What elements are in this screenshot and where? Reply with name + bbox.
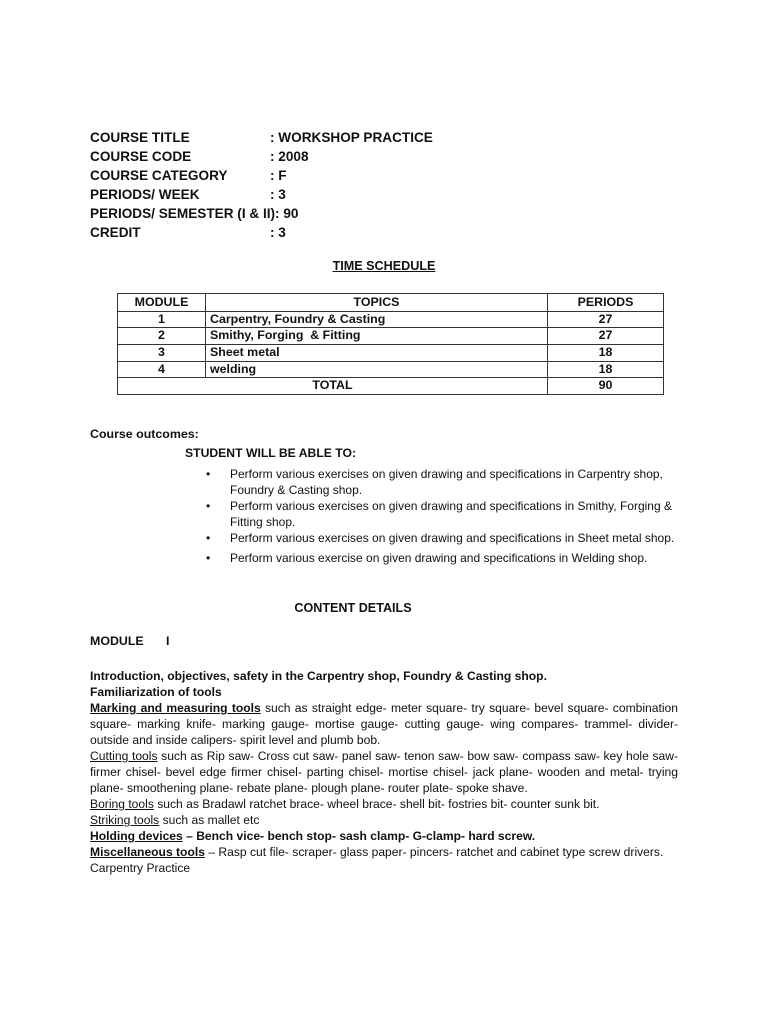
list-item (206, 550, 676, 566)
table-row (118, 361, 664, 378)
course-category-label: COURSE CATEGORY (90, 168, 228, 183)
periods-cell: 18 (548, 344, 664, 361)
topic-cell: Carpentry, Foundry & Casting (206, 311, 548, 328)
misc-tools-text: – Rasp cut file- scraper- glass paper- pincers- ratchet and cabinet type screw drivers. (204, 845, 664, 859)
column-header-topics: TOPICS (206, 294, 548, 312)
periods-semester-label: PERIODS/ SEMESTER (I & II): 90 (90, 206, 299, 221)
outcomes-list (206, 466, 676, 566)
content-details-heading (0, 601, 768, 615)
course-category-row (90, 166, 433, 185)
time-schedule-title: TIME SCHEDULE (332, 259, 436, 273)
course-category-value: : F (270, 168, 287, 183)
topic-cell: Sheet metal (206, 344, 548, 361)
course-title-label: COURSE TITLE (90, 130, 190, 145)
column-header-periods: PERIODS (548, 294, 664, 312)
boring-tools-text: such as Bradawl ratchet brace- wheel brace- shell bit- fostries bit- counter sunk bit. (153, 797, 600, 811)
bullet-icon: • (206, 531, 211, 545)
course-code-label: COURSE CODE (90, 149, 192, 164)
holding-devices-label: Holding devices (90, 829, 183, 843)
table-total-row (118, 378, 664, 395)
outcome-text: Perform various exercises on given drawing and specifications in Smithy, Forging & Fitting shop. (230, 499, 672, 529)
content-details-title: CONTENT DETAILS (294, 601, 412, 615)
periods-week-label: PERIODS/ WEEK (90, 187, 200, 202)
cutting-tools-label: Cutting tools (90, 749, 158, 763)
bullet-icon: • (206, 467, 211, 481)
table-row (118, 328, 664, 345)
striking-tools-text: such as mallet etc (159, 813, 260, 827)
course-code-value: : 2008 (270, 149, 309, 164)
periods-cell: 18 (548, 361, 664, 378)
periods-cell: 27 (548, 311, 664, 328)
credit-label: CREDIT (90, 225, 141, 240)
module-cell: 4 (118, 361, 206, 378)
module-cell: 2 (118, 328, 206, 345)
list-item (206, 466, 676, 498)
bullet-icon: • (206, 499, 211, 513)
carpentry-practice-heading: Carpentry Practice (90, 861, 191, 875)
cutting-tools-text: such as Rip saw- Cross cut saw- panel saw- tenon saw- bow saw- compass saw- key hole saw- firmer chisel- bevel edge firmer chisel- parting chisel- mortise chisel- jack plane- wooden and metal- trying plane- smoothening plane- rebate plane- plough plane- router plate- spoke shave. (90, 749, 679, 795)
periods-semester-row (90, 204, 433, 223)
holding-devices-text: – Bench vice- bench stop- sash clamp- G-clamp- hard screw. (182, 829, 536, 843)
periods-week-row (90, 185, 433, 204)
marking-tools-label: Marking and measuring tools (90, 701, 261, 715)
outcome-text: Perform various exercise on given drawing and specifications in Welding shop. (230, 551, 648, 565)
list-item (206, 530, 676, 546)
module-cell: 3 (118, 344, 206, 361)
misc-tools-paragraph (90, 844, 678, 860)
list-item (206, 498, 676, 530)
total-value: 90 (548, 378, 664, 395)
periods-cell: 27 (548, 328, 664, 345)
module-cell: 1 (118, 311, 206, 328)
module-heading: MODULE I (90, 634, 170, 648)
table-row (118, 311, 664, 328)
table-row (118, 344, 664, 361)
topic-cell: Smithy, Forging & Fitting (206, 328, 548, 345)
total-label: TOTAL (118, 378, 548, 395)
boring-tools-label: Boring tools (90, 797, 154, 811)
cutting-tools-paragraph (90, 748, 678, 796)
misc-tools-label: Miscellaneous tools (90, 845, 205, 859)
periods-week-value: : 3 (270, 187, 286, 202)
striking-tools-label: Striking tools (90, 813, 160, 827)
credit-value: : 3 (270, 225, 286, 240)
holding-devices-paragraph (90, 828, 678, 844)
outcome-text: Perform various exercises on given drawing and specifications in Carpentry shop, Foundry & Casting shop. (230, 467, 663, 497)
module-intro: Introduction, objectives, safety in the Carpentry shop, Foundry & Casting shop. (90, 669, 547, 683)
course-code-row (90, 147, 433, 166)
course-title-value: : WORKSHOP PRACTICE (270, 130, 433, 145)
time-schedule-heading (0, 259, 768, 273)
outcome-text: Perform various exercises on given drawing and specifications in Sheet metal shop. (230, 531, 675, 545)
bullet-icon: • (206, 551, 211, 565)
familiarization-heading: Familiarization of tools (90, 685, 222, 699)
topic-cell: welding (206, 361, 548, 378)
module-content (90, 668, 678, 876)
course-outcomes-label: Course outcomes: (90, 427, 199, 441)
marking-tools-text: such as straight edge- meter square- try square- bevel square- combination square- marking knife- marking gauge- mortise gauge- cutting gauge- wing compares- trammel- divider- outside and inside calipers- spirit level and plumb bob. (90, 701, 679, 747)
marking-tools-paragraph (90, 700, 678, 748)
table-header-row (118, 294, 664, 312)
course-header (90, 128, 433, 242)
student-able-heading: STUDENT WILL BE ABLE TO: (185, 446, 357, 460)
credit-row (90, 223, 433, 242)
column-header-module: MODULE (118, 294, 206, 312)
course-title-row (90, 128, 433, 147)
striking-tools-paragraph (90, 812, 678, 828)
schedule-table (117, 293, 664, 395)
boring-tools-paragraph (90, 796, 678, 812)
